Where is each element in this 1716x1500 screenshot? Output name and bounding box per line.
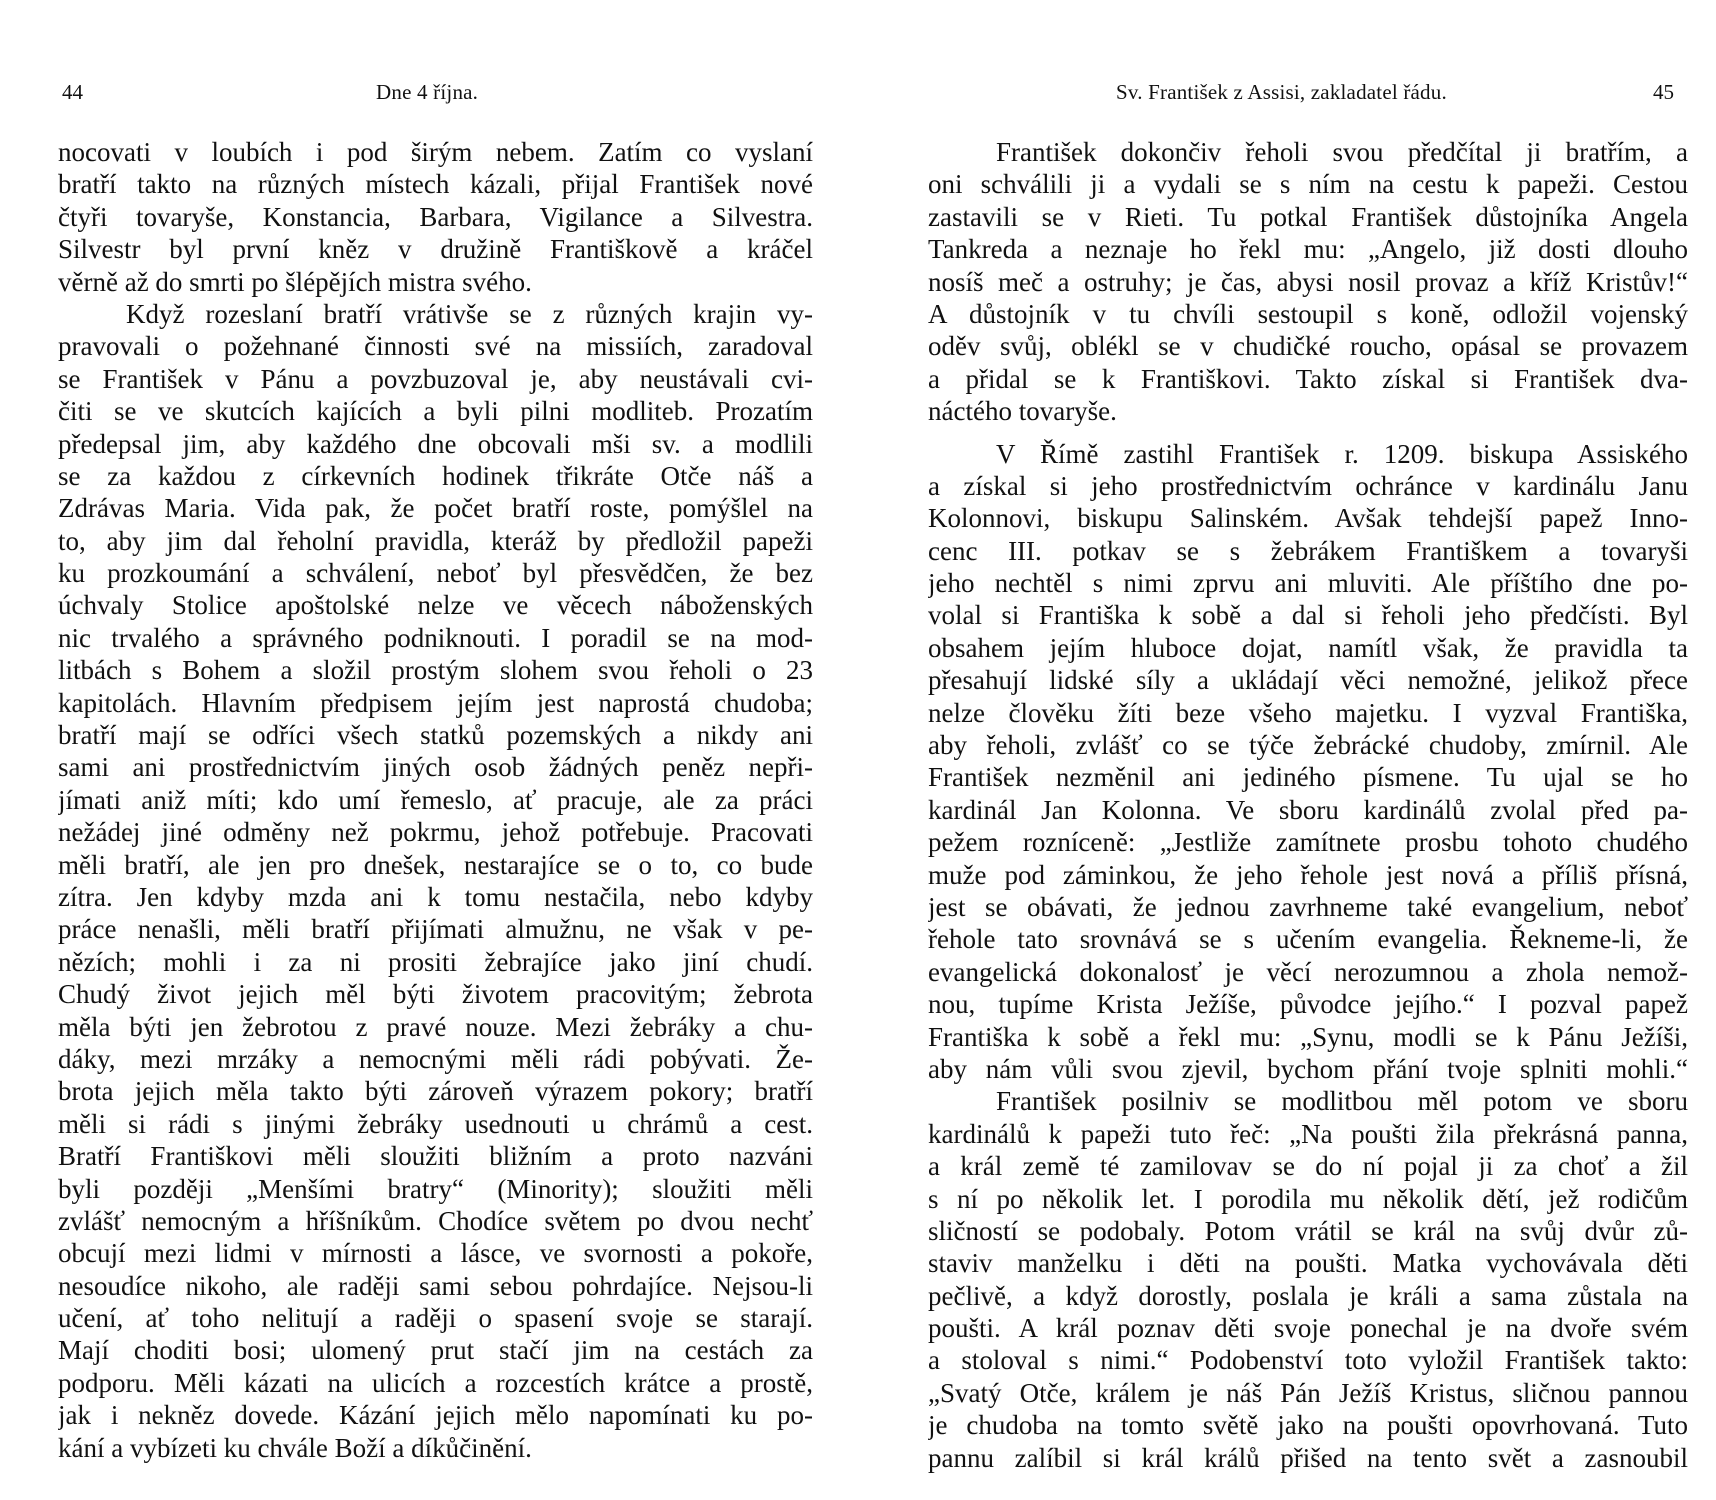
text-line: František posilniv se modlitbou měl potom ve sboru — [996, 1086, 1688, 1117]
text-line: A důstojník v tu chvíli sestoupil s koně, odložil vojenský — [928, 298, 1688, 329]
text-line: podporu. Měli kázati na ulicích a rozcestích krátce a prostě, — [58, 1367, 813, 1398]
text-line: litbách s Bohem a složil prostým slohem svou řeholi o 23 — [58, 655, 813, 686]
text-line: Kolonnovi, biskupu Salinském. Avšak tehdejší papež Inno- — [928, 503, 1688, 534]
text-line: Silvestr byl první kněz v družině Františkově a kráčel — [58, 234, 813, 265]
text-line: zvlášť nemocným a hříšníkům. Chodíce světem po dvou nechť — [58, 1205, 813, 1236]
text-line: zastavili se v Rieti. Tu potkal František důstojníka Angela — [928, 201, 1688, 232]
text-line: V Římě zastihl František r. 1209. biskupa Assiského — [996, 438, 1688, 469]
text-line: „Svatý Otče, králem je náš Pán Ježíš Kristus, sličnou pannou — [928, 1377, 1688, 1408]
text-line: muže pod záminkou, že jeho řehole jest nová a příliš přísná, — [928, 859, 1688, 890]
text-line: nězích; mohli i za ni prositi žebrajíce jako jiní chudí. — [58, 946, 813, 977]
text-line: nesoudíce nikoho, ale raději sami sebou pohrdajíce. Nejsou-li — [58, 1270, 813, 1301]
text-line: měla býti jen žebrotou z pravé nouze. Mezi žebráky a chu- — [58, 1011, 813, 1042]
text-line: poušti. A král poznav děti svoje ponechal je na dvoře svém — [928, 1313, 1688, 1344]
text-line: náctého tovaryše. — [928, 396, 1117, 427]
text-line: věrně až do smrti po šlépějích mistra svého. — [58, 266, 532, 297]
text-line: staviv manželku i děti na poušti. Matka vychovávala děti — [928, 1248, 1688, 1279]
text-line: pežem rozníceně: „Jestliže zamítnete prosbu tohoto chudého — [928, 827, 1688, 858]
text-line: obcují mezi lidmi v mírnosti a lásce, ve svornosti a pokoře, — [58, 1238, 813, 1269]
text-line: nelze člověku žíti beze všeho majetku. I vyzval Františka, — [928, 697, 1688, 728]
text-line: kardinálů k papeži tuto řeč: „Na poušti žila překrásná panna, — [928, 1118, 1688, 1149]
text-line: pannu zalíbil si král králů přišed na tento svět a zasnoubil — [928, 1442, 1688, 1473]
text-line: František nezměnil ani jediného písmene. Tu ujal se ho — [928, 762, 1688, 793]
right-running-head: Sv. František z Assisi, zakladatel řádu. — [1116, 80, 1447, 104]
text-line: sličností se podobaly. Potom vrátil se král na svůj dvůr zů- — [928, 1215, 1688, 1246]
text-line: Bratří Františkovi měli sloužiti bližním a proto nazváni — [58, 1141, 813, 1172]
text-line: Tankreda a neznaje ho řekl mu: „Angelo, již dosti dlouho — [928, 234, 1688, 265]
text-line: cenc III. potkav se s žebrákem Františkem a tovaryši — [928, 535, 1688, 566]
text-line: to, aby jim dal řeholní pravidla, kteráž by předložil papeži — [58, 525, 813, 556]
text-line: byli později „Menšími bratry“ (Minority); sloužiti měli — [58, 1173, 813, 1204]
text-line: brota jejich měla takto býti zároveň výrazem pokory; bratří — [58, 1076, 813, 1107]
text-line: zítra. Jen kdyby mzda ani k tomu nestačila, nebo kdyby — [58, 881, 813, 912]
text-line: nou, tupíme Krista Ježíše, původce jejího.“ I pozval papež — [928, 989, 1688, 1020]
text-line: měli si rádi s jinými žebráky usednouti u chrámů a cest. — [58, 1108, 813, 1139]
text-line: pravovali o požehnané činnosti své na missiích, zaradoval — [58, 331, 813, 362]
text-line: předepsal jim, aby každého dne obcovali mši sv. a modlili — [58, 428, 813, 459]
text-line: jímati aniž míti; kdo umí řemeslo, ať pracuje, ale za práci — [58, 784, 813, 815]
text-line: Františka k sobě a řekl mu: „Synu, modli se k Pánu Ježíši, — [928, 1021, 1688, 1052]
right-page-number: 45 — [1653, 80, 1674, 104]
right-text-block — [928, 136, 1688, 1474]
text-line: jest se obávati, že jednou zavrhneme také evangelium, neboť — [928, 891, 1688, 922]
right-page — [858, 0, 1716, 1500]
text-line: jeho nechtěl s nimi zprvu ani mluviti. Ale příštího dne po- — [928, 568, 1688, 599]
text-line: Když rozeslaní bratří vrátivše se z různých krajin vy- — [126, 298, 813, 329]
text-line: se za každou z církevních hodinek třikráte Otče náš a — [58, 460, 813, 491]
text-line: čiti se ve skutcích kajících a byli pilni modliteb. Prozatím — [58, 396, 813, 427]
text-line: a král země té zamilovav se do ní pojal ji za choť a žil — [928, 1151, 1688, 1182]
text-line: se František v Pánu a povzbuzoval je, aby neustávali cvi- — [58, 363, 813, 394]
left-running-head: Dne 4 října. — [376, 80, 479, 104]
text-line: řehole tato srovnává se s učením evangelia. Řekneme-li, že — [928, 924, 1688, 955]
text-line: pečlivě, a když dorostly, poslala je králi a sama zůstala na — [928, 1280, 1688, 1311]
text-line: Zdrávas Maria. Vida pak, že počet bratří roste, pomýšlel na — [58, 493, 813, 524]
text-line: s ní po několik let. I porodila mu několik dětí, jež rodičům — [928, 1183, 1688, 1214]
text-line: Chudý život jejich měl býti životem pracovitým; žebrota — [58, 979, 813, 1010]
text-line: sami ani prostřednictvím jiných osob žádných peněz nepři- — [58, 752, 813, 783]
text-line: a stoloval s nimi.“ Podobenství toto vyložil František takto: — [928, 1345, 1688, 1376]
text-line: kání a vybízeti ku chvále Boží a díkůčinění. — [58, 1432, 532, 1463]
text-line: kardinál Jan Kolonna. Ve sboru kardinálů zvolal před pa- — [928, 794, 1688, 825]
text-line: a získal si jeho prostřednictvím ochránce v kardinálu Janu — [928, 470, 1688, 501]
text-line: čtyři tovaryše, Konstancia, Barbara, Vigilance a Silvestra. — [58, 201, 813, 232]
text-line: přesahují lidské síly a ukládají věci nemožné, jelikož přece — [928, 665, 1688, 696]
text-line: dáky, mezi mrzáky a nemocnými měli rádi pobývati. Že- — [58, 1043, 813, 1074]
text-line: bratří mají se odříci všech statků pozemských a nikdy ani — [58, 720, 813, 751]
left-page-number: 44 — [62, 80, 83, 104]
text-line: obsahem jejím hluboce dojat, namítl však, že pravidla ta — [928, 632, 1688, 663]
text-line: ku prozkoumání a schválení, neboť byl přesvědčen, že bez — [58, 558, 813, 589]
text-line: evangelická dokonalosť je věcí nerozumnou a zhola nemož- — [928, 956, 1688, 987]
text-line: jak i nekněz dovede. Kázání jejich mělo napomínati ku po- — [58, 1400, 813, 1431]
left-text-block — [58, 136, 813, 1464]
text-line: volal si Františka k sobě a dal si řeholi jeho předčísti. Byl — [928, 600, 1688, 631]
text-line: aby nám vůli svou zjevil, bychom přání tvoje splniti mohli.“ — [928, 1053, 1688, 1084]
text-line: aby řeholi, zvlášť co se týče žebrácké chudoby, zmírnil. Ale — [928, 730, 1688, 761]
text-line: a přidal se k Františkovi. Takto získal si František dva- — [928, 363, 1688, 394]
text-line: oděv svůj, oblékl se v chudičké roucho, opásal se provazem — [928, 331, 1688, 362]
text-line: bratří takto na různých místech kázali, přijal František nové — [58, 169, 813, 200]
text-line: nežádej jiné odměny než pokrmu, jehož potřebuje. Pracovati — [58, 817, 813, 848]
text-line: František dokončiv řeholi svou předčítal ji bratřím, a — [996, 137, 1688, 167]
text-line: nosíš meč a ostruhy; je čas, abysi nosil provaz a kříž Kristův!“ — [928, 266, 1688, 297]
text-line: je chudoba na tomto světě jako na poušti opovrhovaná. Tuto — [928, 1410, 1688, 1441]
text-line: nic trvalého a správného podniknouti. I poradil se na mod- — [58, 622, 813, 653]
text-line: měli bratří, ale jen pro dnešek, nestarajíce se o to, co bude — [58, 849, 813, 880]
text-line: kapitolách. Hlavním předpisem jejím jest naprostá chudoba; — [58, 687, 813, 718]
text-line: učení, ať toho nelitují a raději o spasení svoje se starají. — [58, 1303, 813, 1334]
text-line: nocovati v loubích i pod širým nebem. Zatím co vyslaní — [58, 137, 813, 167]
text-line: práce nenašli, měli bratří přijímati almužnu, ne však v pe- — [58, 914, 813, 945]
text-line: oni schválili ji a vydali se s ním na cestu k papeži. Cestou — [928, 169, 1688, 200]
text-line: úchvaly Stolice apoštolské nelze ve věcech náboženských — [58, 590, 813, 621]
text-line: Mají choditi bosi; ulomený prut stačí jim na cestách za — [58, 1335, 813, 1366]
